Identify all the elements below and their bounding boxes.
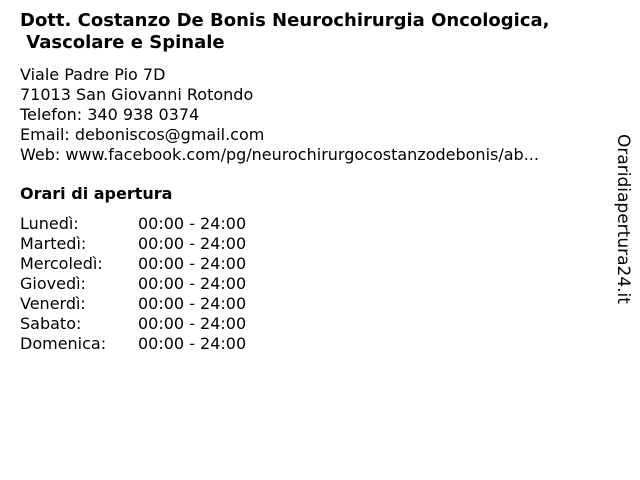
title-line-2: Vascolare e Spinale <box>20 32 225 53</box>
day-label: Domenica: <box>20 334 107 353</box>
title-line-1: Dott. Costanzo De Bonis Neurochirurgia Oncologica, <box>20 10 550 31</box>
time-range: 00:00 - 24:00 <box>138 254 247 273</box>
street-address: Viale Padre Pio 7D <box>20 65 166 84</box>
page-title <box>20 10 620 54</box>
time-range: 00:00 - 24:00 <box>138 314 247 333</box>
opening-hours-title: Orari di apertura <box>20 184 173 203</box>
day-label: Lunedì: <box>20 214 79 233</box>
time-range: 00:00 - 24:00 <box>138 234 247 253</box>
time-range: 00:00 - 24:00 <box>138 274 247 293</box>
day-label: Martedì: <box>20 234 87 253</box>
day-label: Sabato: <box>20 314 82 333</box>
phone-number[interactable]: Telefon: 340 938 0374 <box>20 105 200 124</box>
day-label: Venerdì: <box>20 294 86 313</box>
day-label: Mercoledì: <box>20 254 103 273</box>
city-address: 71013 San Giovanni Rotondo <box>20 85 254 104</box>
website-link[interactable]: Web: www.facebook.com/pg/neurochirurgocostanzodebonis/ab... <box>20 145 539 164</box>
address-block <box>20 65 539 165</box>
site-watermark: Oraridiapertura24.it <box>613 134 633 304</box>
email-address[interactable]: Email: deboniscos@gmail.com <box>20 125 265 144</box>
time-range: 00:00 - 24:00 <box>138 214 247 233</box>
time-range: 00:00 - 24:00 <box>138 294 247 313</box>
time-range: 00:00 - 24:00 <box>138 334 247 353</box>
day-label: Giovedì: <box>20 274 86 293</box>
